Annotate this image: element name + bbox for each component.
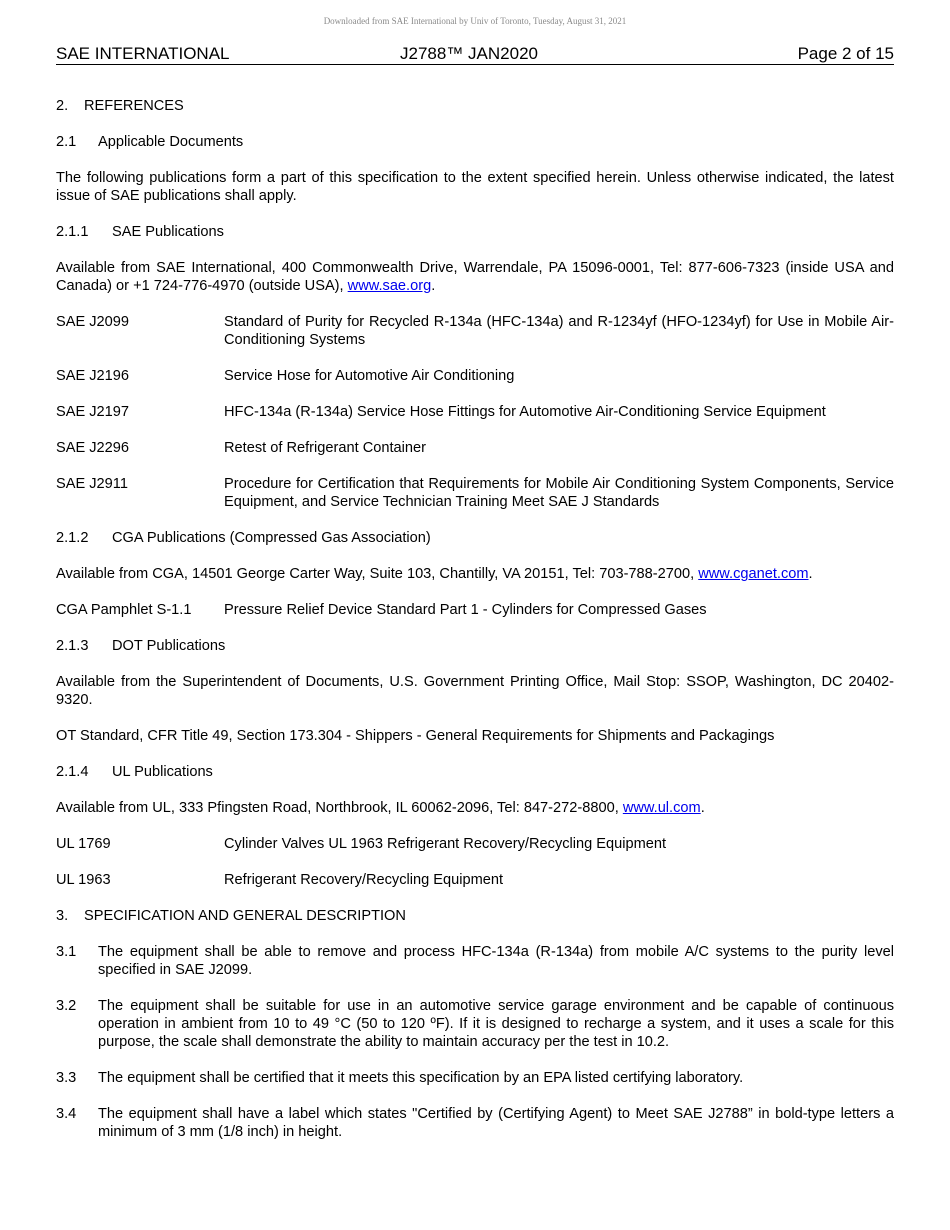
section-title: UL Publications xyxy=(112,764,213,780)
reference-title: Cylinder Valves UL 1963 Refrigerant Recovery/Recycling Equipment xyxy=(224,836,667,852)
reference-id: SAE J2196 xyxy=(56,368,130,384)
header-document-id: J2788™ JAN2020 xyxy=(400,44,538,63)
reference-id: CGA Pamphlet S-1.1 xyxy=(56,602,192,618)
section-number: 2. xyxy=(56,98,69,114)
spec-item xyxy=(56,1105,894,1141)
section-heading-sae-publications xyxy=(56,223,894,241)
spec-item xyxy=(56,997,894,1051)
section-number: 2.1.1 xyxy=(56,224,89,240)
reference-row xyxy=(56,475,894,511)
reference-row xyxy=(56,439,894,457)
sae-availability-text: Available from SAE International, 400 Commonwealth Drive, Warrendale, PA 15096-0001, Tel: 877-606-7323 (inside USA and Canada) or +1 724-776-4970 (outside USA), xyxy=(56,260,894,294)
sae-website-link[interactable]: www.sae.org xyxy=(347,278,432,294)
reference-title: Procedure for Certification that Requirements for Mobile Air Conditioning System Components, Service Equipment, and Service Technician Training Meet SAE J Standards xyxy=(224,476,894,510)
section-title: SPECIFICATION AND GENERAL DESCRIPTION xyxy=(84,908,406,924)
section-heading-dot-publications xyxy=(56,637,894,655)
section-number: 2.1 xyxy=(56,134,77,150)
reference-title: HFC-134a (R-134a) Service Hose Fittings for Automotive Air-Conditioning Service Equipment xyxy=(224,404,826,420)
reference-row xyxy=(56,367,894,385)
section-heading-applicable-documents xyxy=(56,133,894,151)
spec-text: The equipment shall have a label which states "Certified by (Certifying Agent) to Meet SAE J2788” in bold-type letters a minimum of 3 mm (1/8 inch) in height. xyxy=(98,1106,894,1140)
ul-website-link[interactable]: www.ul.com xyxy=(622,800,701,816)
reference-title: Refrigerant Recovery/Recycling Equipment xyxy=(224,872,504,888)
section-title: REFERENCES xyxy=(84,98,184,114)
spec-number: 3.2 xyxy=(56,998,77,1014)
reference-row xyxy=(56,313,894,349)
document-body xyxy=(56,97,894,1159)
section-heading-cga-publications xyxy=(56,529,894,547)
section-heading-ul-publications xyxy=(56,763,894,781)
section-heading-specification xyxy=(56,907,894,925)
reference-row xyxy=(56,403,894,421)
header-page-number: Page 2 of 15 xyxy=(797,44,894,63)
reference-row xyxy=(56,835,894,853)
cga-reference-list xyxy=(56,601,894,619)
spec-text: The equipment shall be able to remove and process HFC-134a (R-134a) from mobile A/C systems to the purity level specified in SAE J2099. xyxy=(98,944,894,978)
spec-number: 3.3 xyxy=(56,1070,77,1086)
download-watermark: Downloaded from SAE International by Univ of Toronto, Tuesday, August 31, 2021 xyxy=(323,16,627,26)
header-organization: SAE INTERNATIONAL xyxy=(56,44,230,63)
reference-row xyxy=(56,601,894,619)
cga-availability-paragraph: Available from CGA, 14501 George Carter Way, Suite 103, Chantilly, VA 20151, Tel: 703-788-2700, www.cganet.com. xyxy=(56,566,813,582)
section-title: CGA Publications (Compressed Gas Association) xyxy=(112,530,431,546)
reference-id: UL 1963 xyxy=(56,872,111,888)
section-title: SAE Publications xyxy=(112,224,224,240)
reference-title: Standard of Purity for Recycled R-134a (HFC-134a) and R-1234yf (HFO-1234yf) for Use in Mobile Air-Conditioning Systems xyxy=(224,314,894,348)
spec-item xyxy=(56,943,894,979)
spec-number: 3.1 xyxy=(56,944,77,960)
section-number: 3. xyxy=(56,908,69,924)
reference-id: SAE J2099 xyxy=(56,314,130,330)
applicable-documents-paragraph: The following publications form a part of this specification to the extent specified herein. Unless otherwise indicated, the latest issue of SAE publications shall apply. xyxy=(56,170,894,204)
reference-row xyxy=(56,871,894,889)
spec-number: 3.4 xyxy=(56,1106,77,1122)
section-title: DOT Publications xyxy=(112,638,226,654)
reference-id: SAE J2197 xyxy=(56,404,130,420)
ul-availability-text: Available from UL, 333 Pfingsten Road, Northbrook, IL 60062-2096, Tel: 847-272-8800, xyxy=(56,800,623,816)
section-heading-references xyxy=(56,97,894,115)
reference-title: Service Hose for Automotive Air Conditioning xyxy=(224,368,515,384)
page-header xyxy=(56,44,894,65)
section-title: Applicable Documents xyxy=(98,134,244,150)
cga-availability-text: Available from CGA, 14501 George Carter Way, Suite 103, Chantilly, VA 20151, Tel: 703-788-2700, xyxy=(56,566,699,582)
spec-text: The equipment shall be suitable for use in an automotive service garage environment and be capable of continuous operation in ambient from 10 to 49 °C (50 to 120 ºF). If it is designed to recharge a system, and it uses a scale for this purpose, the scale shall demonstrate the ability to maintain accuracy per the test in 10.2. xyxy=(98,998,894,1050)
specification-list xyxy=(56,943,894,1141)
reference-id: SAE J2911 xyxy=(56,476,128,492)
reference-id: UL 1769 xyxy=(56,836,111,852)
cga-website-link[interactable]: www.cganet.com xyxy=(698,566,809,582)
reference-title: Pressure Relief Device Standard Part 1 - Cylinders for Compressed Gases xyxy=(224,602,707,618)
dot-availability-paragraph: Available from the Superintendent of Documents, U.S. Government Printing Office, Mail Stop: SSOP, Washington, DC 20402-9320. xyxy=(56,674,894,708)
spec-text: The equipment shall be certified that it meets this specification by an EPA listed certifying laboratory. xyxy=(98,1070,744,1086)
reference-title: Retest of Refrigerant Container xyxy=(224,440,426,456)
reference-id: SAE J2296 xyxy=(56,440,130,456)
section-number: 2.1.3 xyxy=(56,638,89,654)
sae-reference-list xyxy=(56,313,894,511)
sae-availability-paragraph: Available from SAE International, 400 Commonwealth Drive, Warrendale, PA 15096-0001, Tel: 877-606-7323 (inside USA and Canada) or +1 724-776-4970 (outside USA), www.sae.org. xyxy=(56,260,894,294)
section-number: 2.1.2 xyxy=(56,530,89,546)
ul-reference-list xyxy=(56,835,894,889)
ul-availability-paragraph: Available from UL, 333 Pfingsten Road, Northbrook, IL 60062-2096, Tel: 847-272-8800, www.ul.com. xyxy=(56,800,705,816)
spec-item xyxy=(56,1069,894,1087)
section-number: 2.1.4 xyxy=(56,764,89,780)
dot-standard-paragraph: OT Standard, CFR Title 49, Section 173.304 - Shippers - General Requirements for Shipments and Packagings xyxy=(56,728,775,744)
